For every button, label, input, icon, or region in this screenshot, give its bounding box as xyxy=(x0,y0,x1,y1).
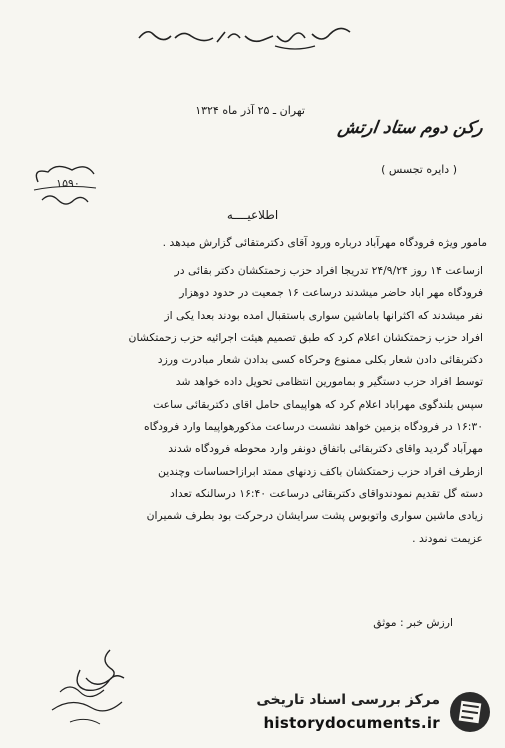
archive-logo-icon xyxy=(448,690,492,734)
handwriting-scribble xyxy=(125,18,355,58)
watermark-title: مرکز بررسی اسناد تاریخی xyxy=(256,692,440,708)
date-line: تهران ـ ۲۵ آذر ماه ۱۳۲۴ xyxy=(195,104,305,117)
body-line: افراد حزب زحمتکشان اعلام کرد که طبق تصمیم هیئت اجرائیه حزب زحمتکشان xyxy=(128,330,483,344)
office-title: رکن دوم ستاد ارتش xyxy=(336,118,485,138)
body-line: فرودگاه مهر اباد حاضر میشدند درساعت ۱۶ جمعیت در حدود دوهزار xyxy=(179,286,483,300)
body-line: عزیمت نمودند . xyxy=(412,531,483,545)
reference-stamp xyxy=(28,160,108,212)
reference-stamp-drawing xyxy=(28,160,108,212)
division-label: ( دایره تجسس ) xyxy=(381,163,457,176)
body-line: نفر میشدند که اکثرانها باماشین سواری باستقبال امده بودند بعدا یکی از xyxy=(164,308,483,322)
reliability-assessment: ارزش خبر : موثق xyxy=(373,616,453,629)
body-line: توسط افراد حزب دستگیر و بمامورین انتظامی تحویل داده خواهد شد xyxy=(175,375,483,389)
body-line: ۱۶:۳۰ در فرودگاه بزمین خواهد نشست درساعت مذکورهواپیما وارد فرودگاه xyxy=(144,420,483,434)
reference-number: ۱۵۹۰ xyxy=(56,177,80,190)
body-line: دسته گل تقدیم نمودندواقای دکتربقائی درساعت ۱۶:۴۰ درسالنکه تعداد xyxy=(170,486,483,500)
intro-line: مامور ویژه فرودگاه مهرآباد درباره ورود آقای دکترمتقائی گزارش میدهد . xyxy=(162,236,487,249)
signature xyxy=(40,640,150,730)
signature-scribble xyxy=(40,640,150,730)
report-body xyxy=(23,260,483,550)
watermark-url: historydocuments.ir xyxy=(263,714,440,732)
body-line: سپس بلندگوی مهراباد اعلام کرد که هواپیمای حامل اقای دکتربقائی ساعت xyxy=(153,397,483,411)
body-line: ازساعت ۱۴ روز ۲۴/۹/۲۴ تدریجا افراد حزب زحمتکشان دکتر بقائی در xyxy=(174,264,483,277)
header-handwriting xyxy=(125,18,355,58)
body-line: زیادی ماشین سواری واتوبوس پشت سرایشان درحرکت بود بطرف شمیران xyxy=(146,509,483,523)
body-line: مهرآباد گردید واقای دکتربقائی باتفاق دونفر وارد محوطه فرودگاه شدند xyxy=(168,442,483,456)
archive-watermark xyxy=(230,684,500,744)
document-heading: اطلاعیــــه xyxy=(226,208,279,222)
body-line: ازطرف افراد حزب زحمتکشان باکف زدنهای ممتد ابرازاحساسات وچندین xyxy=(158,464,483,478)
body-line: دکتربقائی دادن شعار بکلی ممنوع وحرکاه کسی بدادن شعار مبادرت ورزد xyxy=(157,353,483,367)
